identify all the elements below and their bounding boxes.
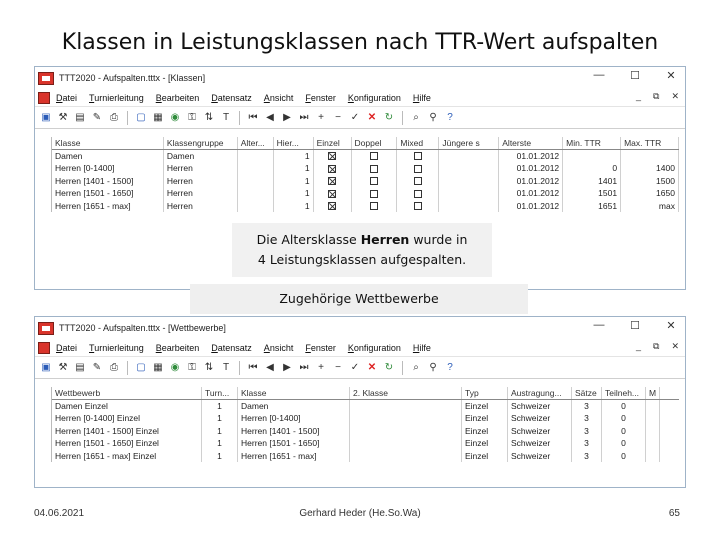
cell-teil[interactable]: 0 [602,400,646,413]
mdi-minimize-button[interactable]: _ [636,91,642,101]
col-header[interactable]: Mixed [397,137,439,149]
cell-wb[interactable]: Herren [1651 - max] Einzel [52,450,202,463]
cell-m[interactable] [646,450,660,463]
menu-ansicht[interactable]: Ansicht [263,92,294,103]
table-row[interactable] [52,162,679,175]
save-disk-icon[interactable]: ▤ [75,111,85,123]
menu-hilfe[interactable]: Hilfe [412,342,431,353]
last-record-icon[interactable]: ⏭ [299,361,309,373]
einzel-checkbox[interactable] [328,165,336,173]
cell-klasse[interactable]: Herren [1501 - 1650] [238,437,350,450]
cell-hier[interactable]: 1 [274,175,314,188]
cell-alter[interactable] [238,200,274,213]
edit-icon[interactable]: ✎ [92,111,102,123]
menu-bearbeiten[interactable]: Bearbeiten [155,92,200,103]
cancel-record-icon[interactable]: ✕ [367,361,377,373]
cell-alter[interactable] [238,162,274,175]
einzel-checkbox-cell[interactable] [314,162,352,175]
first-record-icon[interactable]: ⏮ [248,111,258,123]
globe-icon[interactable]: ◉ [170,111,180,123]
table-row[interactable] [52,425,679,438]
app-icon [38,72,54,85]
edit-icon[interactable]: ✎ [92,361,102,373]
stats-icon[interactable]: ▦ [153,111,163,123]
cell-gruppe[interactable]: Damen [164,150,238,163]
cell-juengere[interactable] [439,162,499,175]
globe-icon[interactable]: ◉ [170,361,180,373]
filter-icon[interactable]: ⚲ [429,111,437,123]
tools-icon[interactable]: ⚒ [58,111,68,123]
menu-bearbeiten[interactable]: Bearbeiten [155,342,200,353]
col-header[interactable]: Austragung... [508,387,572,399]
footer-author: Gerhard Heder (He.So.Wa) [299,508,421,519]
doppel-checkbox[interactable] [370,152,378,160]
prev-record-icon[interactable]: ◀ [266,111,274,123]
cell-klasse[interactable]: Damen [52,150,164,163]
menu-konfiguration[interactable]: Konfiguration [347,92,401,103]
table-row[interactable] [52,437,679,450]
next-record-icon[interactable]: ▶ [283,111,291,123]
menubar [35,339,685,357]
cell-hier[interactable]: 1 [274,187,314,200]
save-disk-icon[interactable]: ▤ [75,361,85,373]
col-header[interactable]: Alter... [238,137,274,149]
cell-wb[interactable]: Herren [1401 - 1500] Einzel [52,425,202,438]
table-row[interactable] [52,187,679,200]
mixed-checkbox[interactable] [414,165,422,173]
cell-typ[interactable]: Einzel [462,400,508,413]
new-icon[interactable]: ▢ [136,111,146,123]
add-record-icon[interactable]: + [318,111,324,123]
cell-gruppe[interactable]: Herren [164,187,238,200]
cell-klasse2[interactable] [350,400,462,413]
delete-record-icon[interactable]: − [335,361,341,373]
cell-max[interactable]: max [621,200,679,213]
mixed-checkbox[interactable] [414,202,422,210]
post-record-icon[interactable]: ✓ [350,111,360,123]
cell-saetze[interactable]: 3 [572,400,602,413]
table-row[interactable] [52,412,679,425]
cell-turn[interactable]: 1 [202,450,238,463]
section-label: Zugehörige Wettbewerbe [190,284,528,314]
col-header[interactable]: Max. TTR [621,137,679,149]
einzel-checkbox-cell[interactable] [314,175,352,188]
cell-hier[interactable]: 1 [274,162,314,175]
cell-alterste[interactable]: 01.01.2012 [499,150,563,163]
cell-min[interactable]: 1651 [563,200,621,213]
text-icon[interactable]: T [222,111,230,123]
cell-klasse[interactable]: Herren [1651 - max] [52,200,164,213]
table-row[interactable] [52,450,679,463]
cell-juengere[interactable] [439,187,499,200]
cell-max[interactable] [621,150,679,163]
mdi-close-button[interactable]: ✕ [671,91,679,101]
mdi-close-button[interactable]: ✕ [671,341,679,351]
cell-min[interactable]: 1401 [563,175,621,188]
cell-saetze[interactable]: 3 [572,450,602,463]
last-record-icon[interactable]: ⏭ [299,111,309,123]
cell-alterste[interactable]: 01.01.2012 [499,200,563,213]
cell-alter[interactable] [238,175,274,188]
col-header[interactable]: Klasse [52,137,164,149]
cell-klasse2[interactable] [350,437,462,450]
col-header[interactable]: Alterste [499,137,563,149]
document-icon [38,342,50,354]
prev-record-icon[interactable]: ◀ [266,361,274,373]
cell-alterste[interactable]: 01.01.2012 [499,187,563,200]
cell-hier[interactable]: 1 [274,150,314,163]
doppel-checkbox-cell[interactable] [352,200,398,213]
menu-hilfe[interactable]: Hilfe [412,92,431,103]
cell-klasse[interactable]: Herren [1651 - max] [238,450,350,463]
mdi-minimize-button[interactable]: _ [636,341,642,351]
cell-min[interactable]: 0 [563,162,621,175]
maximize-button[interactable]: ☐ [630,320,640,332]
menu-datei[interactable]: Datei [56,92,78,103]
menu-datensatz[interactable]: Datensatz [211,92,252,103]
cell-klasse2[interactable] [350,425,462,438]
cell-typ[interactable]: Einzel [462,425,508,438]
mixed-checkbox-cell[interactable] [397,187,439,200]
col-header[interactable]: Klassengruppe [164,137,238,149]
cell-gruppe[interactable]: Herren [164,200,238,213]
cell-alterste[interactable]: 01.01.2012 [499,175,563,188]
doppel-checkbox-cell[interactable] [352,162,398,175]
cell-klasse[interactable]: Herren [1401 - 1500] [52,175,164,188]
cell-klasse[interactable]: Herren [1501 - 1650] [52,187,164,200]
einzel-checkbox[interactable] [328,190,336,198]
find-icon[interactable]: ⌕ [413,111,419,123]
filter-icon[interactable]: ⚲ [429,361,437,373]
mdi-restore-button[interactable]: ⧉ [653,341,660,351]
minimize-button[interactable]: — [593,69,605,81]
menu-datei[interactable]: Datei [56,342,78,353]
cell-gruppe[interactable]: Herren [164,175,238,188]
tools-icon[interactable]: ⚒ [58,361,68,373]
col-header[interactable]: Wettbewerb [52,387,202,399]
table-header [52,137,679,150]
col-header[interactable]: Min. TTR [563,137,621,149]
klassen-table [51,137,679,212]
cell-klasse[interactable]: Herren [1401 - 1500] [238,425,350,438]
col-header[interactable]: 2. Klasse [350,387,462,399]
doppel-checkbox-cell[interactable] [352,187,398,200]
mixed-checkbox-cell[interactable] [397,200,439,213]
toolbar [35,107,685,129]
cell-juengere[interactable] [439,150,499,163]
cell-min[interactable]: 1501 [563,187,621,200]
footer-page-number: 65 [668,508,680,519]
col-header[interactable]: Doppel [352,137,398,149]
col-header[interactable]: Klasse [238,387,350,399]
menubar [35,89,685,107]
table-header [52,387,679,400]
cell-juengere[interactable] [439,175,499,188]
close-button[interactable]: ✕ [666,70,676,82]
cell-turn[interactable]: 1 [202,400,238,413]
lock-icon[interactable]: ⚿ [188,361,196,373]
cell-max[interactable]: 1650 [621,187,679,200]
cell-klasse[interactable]: Herren [0-1400] [238,412,350,425]
doppel-checkbox-cell[interactable] [352,175,398,188]
cell-gruppe[interactable]: Herren [164,162,238,175]
callout-note [232,223,492,277]
cell-juengere[interactable] [439,200,499,213]
menu-ansicht[interactable]: Ansicht [263,342,294,353]
doppel-checkbox[interactable] [370,190,378,198]
cell-m[interactable] [646,425,660,438]
cell-turn[interactable]: 1 [202,412,238,425]
text-icon[interactable]: T [222,361,230,373]
cell-typ[interactable]: Einzel [462,450,508,463]
cell-turn[interactable]: 1 [202,425,238,438]
next-record-icon[interactable]: ▶ [283,361,291,373]
menu-fenster[interactable]: Fenster [305,342,336,353]
print-icon[interactable]: ⎙ [110,361,118,373]
cell-alterste[interactable]: 01.01.2012 [499,162,563,175]
cell-wb[interactable]: Herren [1501 - 1650] Einzel [52,437,202,450]
cell-klasse2[interactable] [350,450,462,463]
menu-fenster[interactable]: Fenster [305,92,336,103]
table-row[interactable] [52,400,679,413]
cell-m[interactable] [646,412,660,425]
callout-line2: 4 Leistungsklassen aufgespalten. [257,252,467,267]
lock-icon[interactable]: ⚿ [188,111,196,123]
cell-saetze[interactable]: 3 [572,412,602,425]
app-icon [38,322,54,335]
einzel-checkbox[interactable] [328,152,336,160]
doppel-checkbox[interactable] [370,202,378,210]
doppel-checkbox[interactable] [370,177,378,185]
help-icon[interactable]: ? [447,111,453,123]
window-title: TTT2020 - Aufspalten.tttx - [Wettbewerbe] [59,323,226,333]
col-header[interactable]: Einzel [314,137,352,149]
cell-saetze[interactable]: 3 [572,437,602,450]
cell-klasse2[interactable] [350,412,462,425]
callout-bold: Herren [360,232,410,247]
cell-typ[interactable]: Einzel [462,412,508,425]
save-icon[interactable]: ▣ [41,111,51,123]
cell-saetze[interactable]: 3 [572,425,602,438]
new-icon[interactable]: ▢ [136,361,146,373]
callout-prefix: Die Altersklasse [256,232,361,247]
callout-suffix: wurde in [409,232,468,247]
cell-teil[interactable]: 0 [602,412,646,425]
stats-icon[interactable]: ▦ [153,361,163,373]
cell-klasse[interactable]: Damen [238,400,350,413]
mdi-restore-button[interactable]: ⧉ [653,91,660,101]
table-row[interactable] [52,200,679,213]
mixed-checkbox-cell[interactable] [397,150,439,163]
cell-min[interactable] [563,150,621,163]
toolbar [35,357,685,379]
table-row[interactable] [52,175,679,188]
add-record-icon[interactable]: + [318,361,324,373]
cell-m[interactable] [646,400,660,413]
close-button[interactable]: ✕ [666,320,676,332]
cell-teil[interactable]: 0 [602,450,646,463]
cell-klasse[interactable]: Herren [0-1400] [52,162,164,175]
col-header[interactable]: Teilneh... [602,387,646,399]
slide-title: Klassen in Leistungsklassen nach TTR-Wert aufspalten [61,30,659,55]
cell-alter[interactable] [238,150,274,163]
mixed-checkbox-cell[interactable] [397,162,439,175]
einzel-checkbox-cell[interactable] [314,187,352,200]
col-header[interactable]: M [646,387,660,399]
delete-record-icon[interactable]: − [335,111,341,123]
mixed-checkbox[interactable] [414,190,422,198]
refresh-icon[interactable]: ↻ [384,111,394,123]
cell-aus[interactable]: Schweizer [508,400,572,413]
wettbewerbe-table [51,387,679,462]
col-header[interactable]: Hier... [274,137,314,149]
cell-wb[interactable]: Herren [0-1400] Einzel [52,412,202,425]
einzel-checkbox-cell[interactable] [314,200,352,213]
einzel-checkbox-cell[interactable] [314,150,352,163]
cell-aus[interactable]: Schweizer [508,450,572,463]
document-icon [38,92,50,104]
window-titlebar[interactable] [35,317,685,339]
menu-datensatz[interactable]: Datensatz [211,342,252,353]
save-icon[interactable]: ▣ [41,361,51,373]
einzel-checkbox[interactable] [328,177,336,185]
first-record-icon[interactable]: ⏮ [248,361,258,373]
cell-aus[interactable]: Schweizer [508,425,572,438]
col-header[interactable]: Typ [462,387,508,399]
cell-max[interactable]: 1400 [621,162,679,175]
cancel-record-icon[interactable]: ✕ [367,111,377,123]
col-header[interactable]: Turn... [202,387,238,399]
menu-turnierleitung[interactable]: Turnierleitung [89,342,144,353]
col-header[interactable]: Sätze [572,387,602,399]
cell-teil[interactable]: 0 [602,437,646,450]
wettbewerbe-window [34,316,686,488]
col-header[interactable]: Jüngere s [439,137,499,149]
cell-wb[interactable]: Damen Einzel [52,400,202,413]
window-title: TTT2020 - Aufspalten.tttx - [Klassen] [59,73,206,83]
menu-turnierleitung[interactable]: Turnierleitung [89,92,144,103]
help-icon[interactable]: ? [447,361,453,373]
einzel-checkbox[interactable] [328,202,336,210]
cell-m[interactable] [646,437,660,450]
sort-icon[interactable]: ⇅ [204,361,214,373]
doppel-checkbox-cell[interactable] [352,150,398,163]
minimize-button[interactable]: — [593,319,605,331]
maximize-button[interactable]: ☐ [630,70,640,82]
cell-aus[interactable]: Schweizer [508,412,572,425]
footer-date: 04.06.2021 [34,508,85,519]
cell-max[interactable]: 1500 [621,175,679,188]
table-row[interactable] [52,150,679,163]
cell-turn[interactable]: 1 [202,437,238,450]
cell-aus[interactable]: Schweizer [508,437,572,450]
window-titlebar[interactable] [35,67,685,89]
find-icon[interactable]: ⌕ [413,361,419,373]
cell-typ[interactable]: Einzel [462,437,508,450]
doppel-checkbox[interactable] [370,165,378,173]
mixed-checkbox[interactable] [414,177,422,185]
menu-konfiguration[interactable]: Konfiguration [347,342,401,353]
cell-teil[interactable]: 0 [602,425,646,438]
refresh-icon[interactable]: ↻ [384,361,394,373]
cell-hier[interactable]: 1 [274,200,314,213]
sort-icon[interactable]: ⇅ [204,111,214,123]
mixed-checkbox[interactable] [414,152,422,160]
post-record-icon[interactable]: ✓ [350,361,360,373]
print-icon[interactable]: ⎙ [110,111,118,123]
mixed-checkbox-cell[interactable] [397,175,439,188]
cell-alter[interactable] [238,187,274,200]
